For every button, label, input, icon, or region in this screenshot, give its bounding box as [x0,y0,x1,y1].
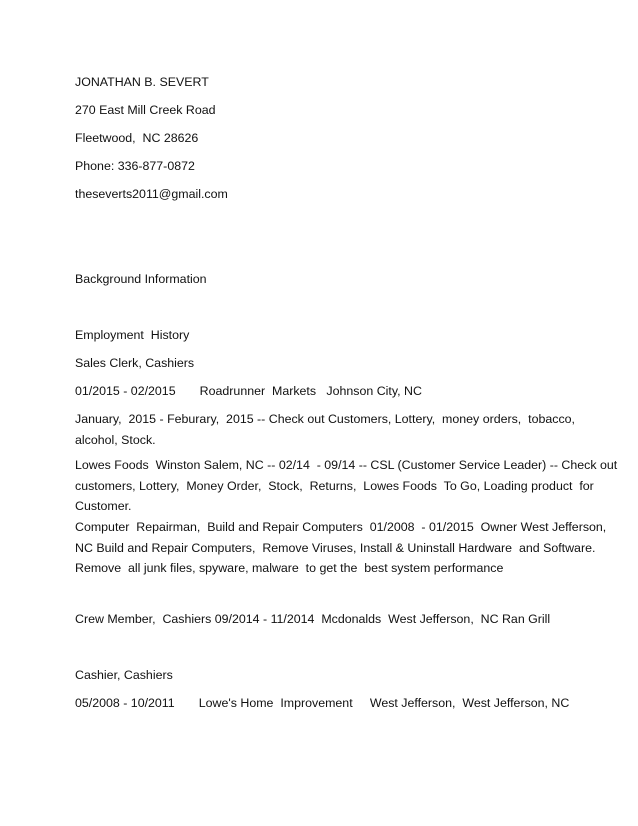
job-dates: 05/2008 - 10/2011 Lowe's Home Improvement West Jefferson, West Jefferson, NC [75,696,570,710]
job-title: Crew Member, Cashiers 09/2014 - 11/2014 Mcdonalds West Jefferson, NC Ran Grill [75,612,551,626]
description-line: NC Build and Repair Computers, Remove Viruses, Install & Uninstall Hardware and Software. [75,540,596,555]
job-description [75,409,575,450]
applicant-name: JONATHAN B. SEVERT [75,75,209,89]
description-line: January, 2015 - Feburary, 2015 -- Check out Customers, Lottery, money orders, tobacco, [75,412,575,426]
job-title: Cashier, Cashiers [75,668,173,682]
job-description [75,517,607,579]
email-address: theseverts2011@gmail.com [75,187,228,201]
employment-heading: Employment History [75,328,190,342]
description-line: Lowes Foods Winston Salem, NC -- 02/14 - 09/14 -- CSL (Customer Service Leader) -- Check out [75,458,618,472]
description-line: Computer Repairman, Build and Repair Computers 01/2008 - 01/2015 Owner West Jefferson, [75,520,607,534]
job-dates: 01/2015 - 02/2015 Roadrunner Markets Johnson City, NC [75,384,422,398]
description-line: Remove all junk files, spyware, malware to get the best system performance [75,561,504,575]
job-title: Sales Clerk, Cashiers [75,356,195,370]
description-line: Customer. [75,499,132,513]
address-city: Fleetwood, NC 28626 [75,131,199,145]
description-line: alcohol, Stock. [75,432,156,447]
address-street: 270 East Mill Creek Road [75,103,216,117]
background-heading: Background Information [75,272,207,286]
job-description [75,455,618,517]
phone-number: Phone: 336-877-0872 [75,159,195,173]
description-line: customers, Lottery, Money Order, Stock, Returns, Lowes Foods To Go, Loading product for [75,478,594,493]
